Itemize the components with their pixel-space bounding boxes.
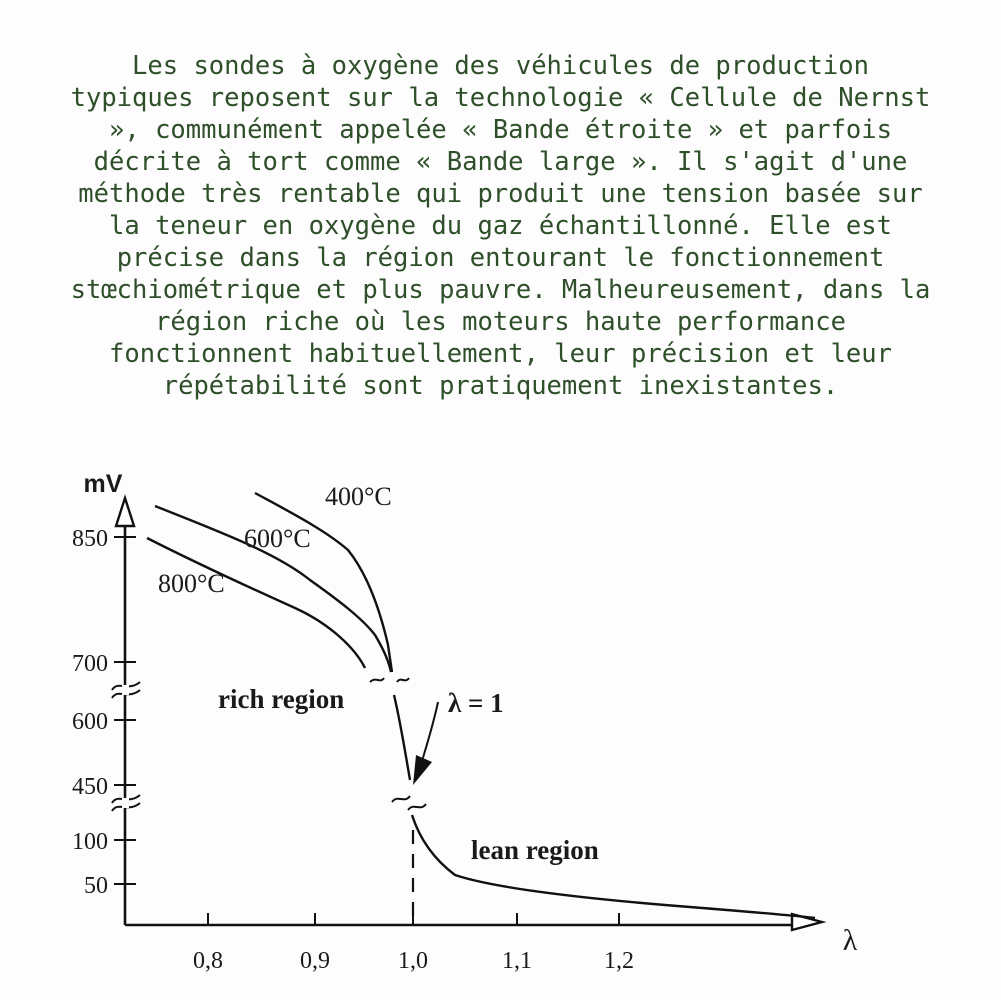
caption-line: typiques reposent sur la technologie « Cellule de Nernst (70, 83, 931, 113)
label-800c: 800°C (158, 569, 225, 598)
y-axis-break-gap-lower (122, 798, 129, 808)
y-tick-label: 850 (72, 526, 108, 552)
caption-line: précise dans la région entourant le fonctionnement (116, 243, 885, 273)
caption-line: méthode très rentable qui produit une tension basée sur (78, 179, 923, 209)
y-tick-label: 50 (84, 873, 108, 899)
curve-800c (147, 538, 365, 668)
y-tick-label: 700 (72, 651, 108, 677)
caption-line: Les sondes à oxygène des véhicules de production (132, 51, 869, 81)
y-tick-label: 450 (72, 774, 108, 800)
curve-break-mark-left (370, 678, 384, 682)
lean-region-label: lean region (471, 835, 599, 865)
curve-break-mark-right (397, 678, 409, 682)
y-axis-unit-label: mV (83, 470, 123, 498)
caption-line: décrite à tort comme « Bande large ». Il s'agit d'une (93, 147, 908, 177)
curve-400c (255, 493, 392, 672)
x-tick-label: 0,9 (300, 948, 330, 974)
caption-line: la teneur en oxygène du gaz échantillonné. Elle est (109, 211, 892, 241)
x-tick-label: 0,8 (193, 948, 223, 974)
lambda-one-label: λ = 1 (448, 688, 504, 718)
y-axis-break-gap-upper (122, 685, 129, 695)
caption-line: répétabilité sont pratiquement inexistantes. (162, 371, 839, 401)
y-tick-label: 100 (72, 829, 108, 855)
x-tick-label: 1,1 (502, 948, 532, 974)
x-tick-label: 1,2 (604, 948, 634, 974)
caption-paragraph (8, 50, 993, 402)
curve-break-lower-right (408, 804, 426, 810)
lambda-sensor-chart (0, 440, 1001, 1001)
label-600c: 600°C (244, 524, 311, 553)
y-tick-label: 600 (72, 709, 108, 735)
chart-svg (0, 440, 1001, 1001)
lambda-one-arrowhead (413, 755, 432, 785)
caption-line: stœchiométrique et plus pauvre. Malheureusement, dans la (70, 275, 931, 305)
y-axis-arrow (116, 498, 134, 526)
rich-region-label: rich region (218, 684, 345, 714)
caption-line: », communément appelée « Bande étroite » et parfois (109, 115, 892, 145)
label-400c: 400°C (325, 482, 392, 511)
caption-line: région riche où les moteurs haute performance (155, 307, 846, 337)
x-tick-label: 1,0 (398, 948, 428, 974)
caption-line: fonctionnent habituellement, leur précision et leur (109, 339, 892, 369)
curve-common-drop (394, 695, 410, 780)
curve-break-lower-left (392, 796, 410, 802)
x-axis-symbol-label: λ (842, 924, 858, 957)
curve-lean-tail (412, 815, 815, 918)
